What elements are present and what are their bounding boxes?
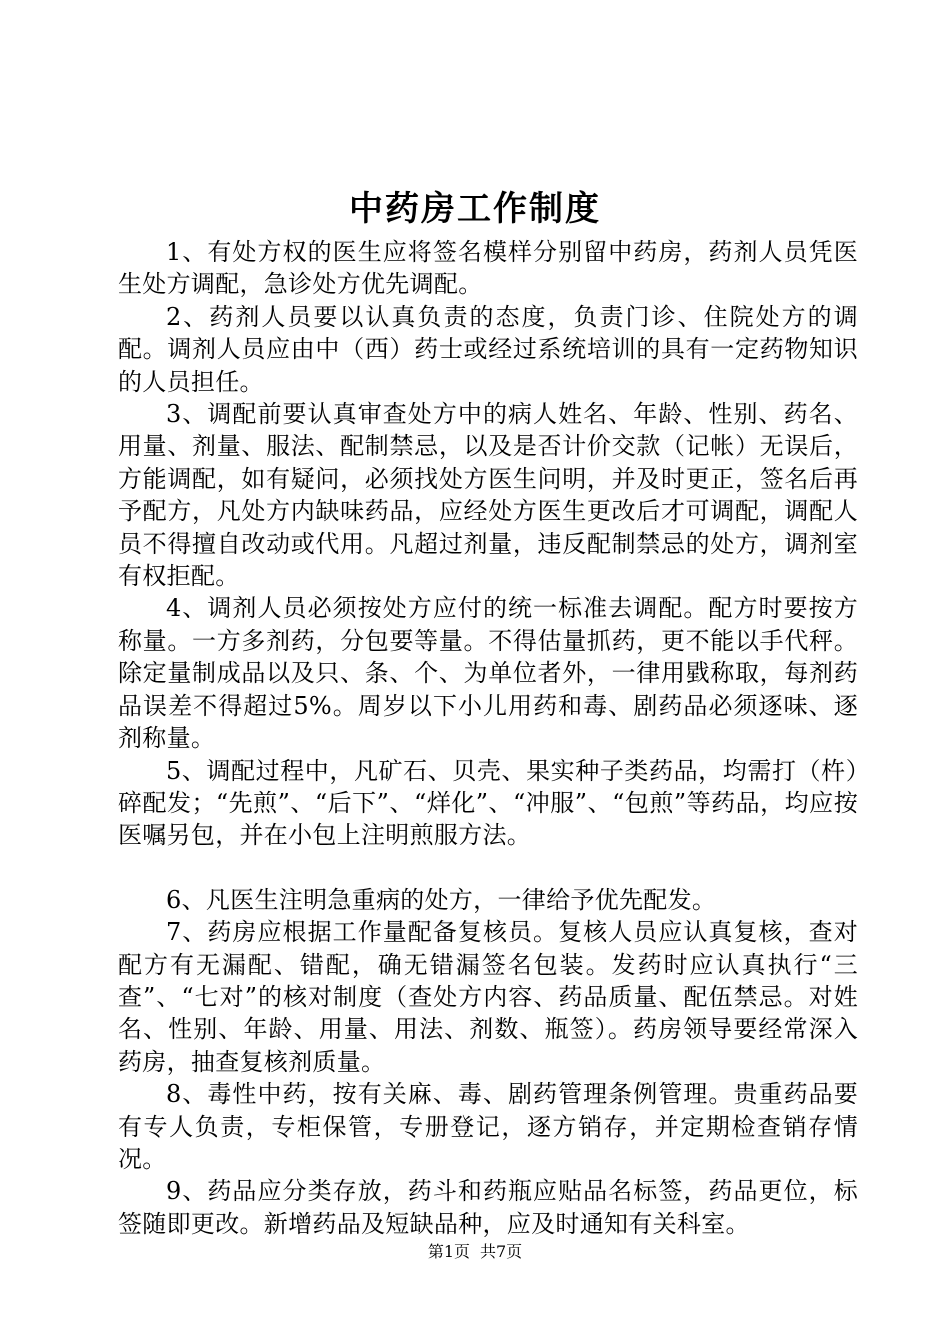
page-footer (0, 1240, 950, 1264)
document-body (118, 236, 858, 1240)
page-number: 第1页 (427, 1242, 470, 1261)
paragraph-8: 8、毒性中药，按有关麻、毒、剧药管理条例管理。贵重药品要有专人负责，专柜保管，专册登记，逐方销存，并定期检查销存情况。 (118, 1080, 858, 1173)
paragraph-6: 6、凡医生注明急重病的处方，一律给予优先配发。 (166, 885, 717, 914)
paragraph-9: 9、药品应分类存放，药斗和药瓶应贴品名标签，药品更位，标签随即更改。新增药品及短缺品种，应及时通知有关科室。 (118, 1177, 858, 1238)
paragraph-4: 4、调剂人员必须按处方应付的统一标准去调配。配方时要按方称量。一方多剂药，分包要等量。不得估量抓药，更不能以手代秤。除定量制成品以及只、条、个、为单位者外，一律用戥称取，每剂药品误差不得超过5%。周岁以下小儿用药和毒、剧药品必须逐味、逐剂称量。 (118, 594, 858, 753)
paragraph-2: 2、药剂人员要以认真负责的态度，负责门诊、住院处方的调配。调剂人员应由中（西）药士或经过系统培训的具有一定药物知识的人员担任。 (118, 302, 858, 396)
paragraph-7: 7、药房应根据工作量配备复核员。复核人员应认真复核，查对配方有无漏配、错配，确无错漏签名包装。发药时应认真执行“三查”、“七对”的核对制度（查处方内容、药品质量、配伍禁忌。对姓名、性别、年龄、用量、用法、剂数、瓶签）。药房领导要经常深入药房，抽查复核剂质量。 (118, 918, 858, 1076)
document-title: 中药房工作制度 (349, 189, 601, 229)
paragraph-1: 1、有处方权的医生应将签名模样分别留中药房，药剂人员凭医生处方调配，急诊处方优先调配。 (118, 238, 858, 299)
paragraph-5: 5、调配过程中，凡矿石、贝壳、果实种子类药品，均需打（杵）碎配发；“先煎”、“后下”、“烊化”、“冲服”、“包煎”等药品，均应按医嘱另包，并在小包上注明煎服方法。 (118, 756, 858, 850)
paragraph-3: 3、调配前要认真审查处方中的病人姓名、年龄、性别、药名、用量、剂量、服法、配制禁忌，以及是否计价交款（记帐）无误后，方能调配，如有疑问，必须找处方医生问明，并及时更正，签名后再予配方，凡处方内缺味药品，应经处方医生更改后才可调配，调配人员不得擅自改动或代用。凡超过剂量，违反配制禁忌的处方，调剂室有权拒配。 (118, 400, 858, 591)
page-total: 共7页 (480, 1242, 523, 1261)
